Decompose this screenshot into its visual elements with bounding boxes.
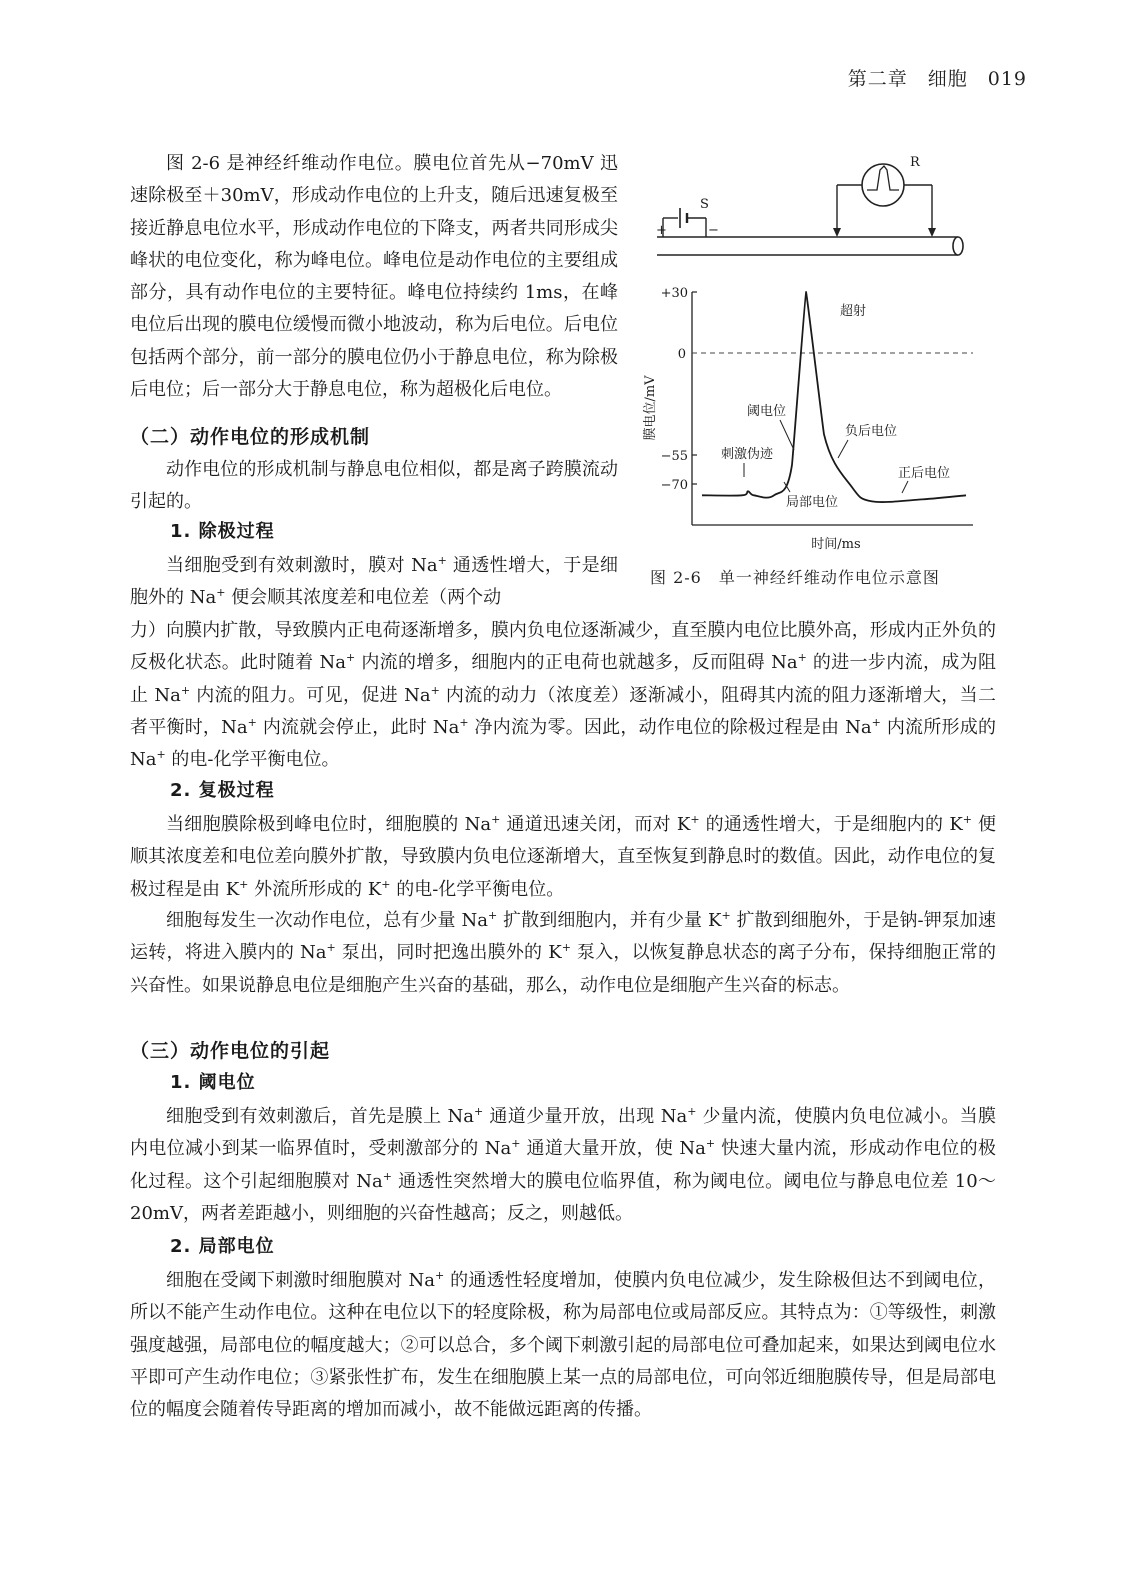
x-axis-label: 时间/ms <box>811 537 861 552</box>
figure-svg <box>640 150 990 560</box>
text-run: 泵入，以恢复静息状态的离子分布，保持细胞正常的兴奋性。如果说静息电位是细胞产生兴奋的基础，那么，动作电位是细胞产生兴奋的标志。 <box>130 942 997 996</box>
heading-initiation: （三）动作电位的引起 <box>130 1040 331 1062</box>
text-run: 内流的增多，细胞内的正电荷也就越多，反而阻碍 Na <box>355 652 798 674</box>
superscript-plus: + <box>180 683 191 697</box>
text-run: 扩散到细胞外，于是钠-钾泵加速运转，将进入膜内的 Na <box>130 910 997 964</box>
tick-label-30: +30 <box>660 286 688 301</box>
paragraph-local-potential <box>130 1265 996 1426</box>
text-run: 便会顺其浓度差和电位差（两个动 <box>225 587 502 609</box>
running-head: 第二章 细胞 019 <box>847 68 1027 90</box>
label-r: R <box>910 155 920 170</box>
superscript-plus: + <box>962 813 972 826</box>
text-run: 细胞在受阈下刺激时细胞膜对 Na <box>166 1270 436 1291</box>
superscript-plus: + <box>382 1169 393 1183</box>
label-plus: + <box>656 223 667 238</box>
text-run: 的电-化学平衡电位。 <box>390 878 565 900</box>
heading-repolarization: 2. 复极过程 <box>170 780 275 801</box>
tick-label-0: 0 <box>677 347 686 362</box>
text-run: 快速大量内流，形成动作电位的极化过程。这个引起细胞膜对 Na <box>130 1138 996 1192</box>
superscript-plus: + <box>381 877 391 891</box>
leader-positive-after <box>902 481 908 493</box>
text-run: 内流就会停止，此时 Na <box>256 716 460 738</box>
tick-label-70: −70 <box>660 478 688 493</box>
label-s: S <box>700 197 709 212</box>
superscript-plus: + <box>437 554 447 567</box>
fiber-end-cap <box>953 237 963 255</box>
superscript-plus: + <box>797 651 807 665</box>
superscript-plus: + <box>435 1269 445 1282</box>
superscript-plus: + <box>239 877 249 891</box>
text-run: 扩散到细胞内，并有少量 K <box>497 910 722 931</box>
superscript-plus: + <box>687 1105 697 1118</box>
superscript-plus: + <box>491 813 501 826</box>
arrowhead-right <box>928 228 936 237</box>
paragraph-depolarization-continued <box>130 615 996 776</box>
label-minus: − <box>708 223 719 238</box>
paragraph-figure-intro: 图 2-6 是神经纤维动作电位。膜电位首先从−70mV 迅速除极至＋30mV，形成动作电位的上升支，随后迅速复极至接近静息电位水平，形成动作电位的下降支，两者共同形成尖峰状的电位变化，称为峰电位。峰电位是动作电位的主要组成部分，具有动作电位的主要特征。峰电位持续约 1ms，在峰电位后出现的膜电位缓慢而微小地波动，称为后电位。后电位包括两个部分，前一部分的膜电位仍小于静息电位，称为除极后电位；后一部分大于静息电位，称为超极化后电位。 <box>130 153 618 401</box>
text-run: 细胞每发生一次动作电位，总有少量 Na <box>166 910 488 931</box>
heading-formation-mechanism: （二）动作电位的形成机制 <box>130 426 371 448</box>
paragraph-threshold-potential <box>130 1101 996 1230</box>
y-axis-label: 膜电位/mV <box>643 375 658 441</box>
superscript-plus: + <box>156 748 166 762</box>
text-run: 外流所形成的 K <box>248 878 382 900</box>
arrowhead-left <box>833 228 841 237</box>
text-run: 内流的动力（浓度差）逐渐减小，阻碍其内流的阻力逐渐增大，当二者平衡时，Na <box>130 684 996 738</box>
text-run: 的进一步内流，成为阻止 Na <box>130 652 996 706</box>
heading-local-potential: 2. 局部电位 <box>170 1236 275 1257</box>
text-run: 内流所形成的 Na <box>130 716 996 771</box>
superscript-plus: + <box>871 715 881 729</box>
superscript-plus: + <box>690 813 700 826</box>
superscript-plus: + <box>216 586 226 600</box>
text-run: 的通透性增大，于是细胞内的 K <box>699 814 963 835</box>
superscript-plus: + <box>430 683 440 697</box>
text-run: 净内流为零。因此，动作电位的除极过程是由 Na <box>468 716 872 738</box>
text-run: 的通透性轻度增加，使膜内负电位减少，发生除极但达不到阈电位，所以不能产生动作电位。这种在电位以下的轻度除极，称为局部电位或局部反应。其特点为：①等级性，刺激强度越强，局部电位的幅度越大；②可以总合，多个阈下刺激引起的局部电位可叠加起来，如果达到阈电位水平即可产生动作电位；③紧张性扩布，发生在细胞膜上某一点的局部电位，可向邻近细胞膜传导，但是局部电位的幅度会随着传导距离的增加而减小，故不能做远距离的传播。 <box>130 1270 997 1421</box>
text-run: 力）向膜内扩散，导致膜内正电荷逐渐增多，膜内负电位逐渐减少，直至膜内电位比膜外高，形成内正外负的反极化状态。此时随着 Na <box>130 620 996 674</box>
superscript-plus: + <box>487 909 498 922</box>
superscript-plus: + <box>721 909 731 922</box>
superscript-plus: + <box>326 941 336 955</box>
heading-depolarization: 1. 除极过程 <box>170 521 275 542</box>
annotation-negative-after: 负后电位 <box>845 424 898 439</box>
superscript-plus: + <box>247 715 257 729</box>
superscript-plus: + <box>459 715 469 729</box>
figure-action-potential <box>640 150 990 600</box>
text-run: 通道少量开放，出现 Na <box>483 1106 688 1127</box>
text-run: 通透性突然增大的膜电位临界值，称为阈电位。阈电位与静息电位差 10～20mV，两者差距越小，则细胞的兴奋性越高；反之，则越低。 <box>130 1170 996 1224</box>
text-run: 当细胞膜除极到峰电位时，细胞膜的 Na <box>166 814 492 835</box>
action-potential-chart <box>642 286 973 552</box>
text-run: 少量内流，使膜内负电位减小。当膜内电位减小到某一临界值时，受刺激部分的 Na <box>130 1106 996 1160</box>
text-run: 当细胞受到有效刺激时，膜对 Na <box>166 555 438 576</box>
superscript-plus: + <box>474 1105 484 1118</box>
annotation-threshold: 阈电位 <box>747 404 787 419</box>
superscript-plus: + <box>705 1137 716 1151</box>
superscript-plus: + <box>511 1137 521 1151</box>
leader-threshold <box>780 420 794 450</box>
heading-threshold-potential: 1. 阈电位 <box>170 1072 256 1093</box>
text-run: 的电-化学平衡电位。 <box>165 749 340 771</box>
annotation-overshoot: 超射 <box>840 304 867 319</box>
text-run: 泵出，同时把逸出膜外的 K <box>335 942 562 964</box>
annotation-stimulus-artifact: 刺激伪迹 <box>721 447 774 462</box>
paragraph-repolarization <box>130 809 996 906</box>
paragraph-depolarization-start <box>130 550 618 615</box>
paragraph-sodium-potassium-pump <box>130 905 996 1002</box>
superscript-plus: + <box>561 941 571 955</box>
text-run: 通透性增大，于是细胞外的 Na <box>130 555 618 609</box>
figure-caption: 图 2-6 单一神经纤维动作电位示意图 <box>650 568 940 587</box>
text-run: 便顺其浓度差和电位差向膜外扩散，导致膜内负电位逐渐增大，直至恢复到静息时的数值。因此，动作电位的复极过程是由 K <box>130 814 997 900</box>
text-run: 通道迅速关闭，而对 K <box>500 814 691 835</box>
nerve-fiber-diagram <box>656 155 963 255</box>
leader-negative-after <box>838 440 848 458</box>
text-run: 内流的阻力。可见，促进 Na <box>190 684 431 706</box>
tick-label-55: −55 <box>660 449 688 464</box>
paragraph-mechanism-intro: 动作电位的形成机制与静息电位相似，都是离子跨膜流动引起的。 <box>130 459 618 513</box>
recorder-oscilloscope <box>862 164 904 206</box>
text-run: 细胞受到有效刺激后，首先是膜上 Na <box>166 1106 475 1127</box>
text-run: 通道大量开放，使 Na <box>520 1138 706 1160</box>
annotation-local-potential: 局部电位 <box>786 495 839 510</box>
superscript-plus: + <box>346 651 356 665</box>
annotation-positive-after: 正后电位 <box>898 466 951 481</box>
